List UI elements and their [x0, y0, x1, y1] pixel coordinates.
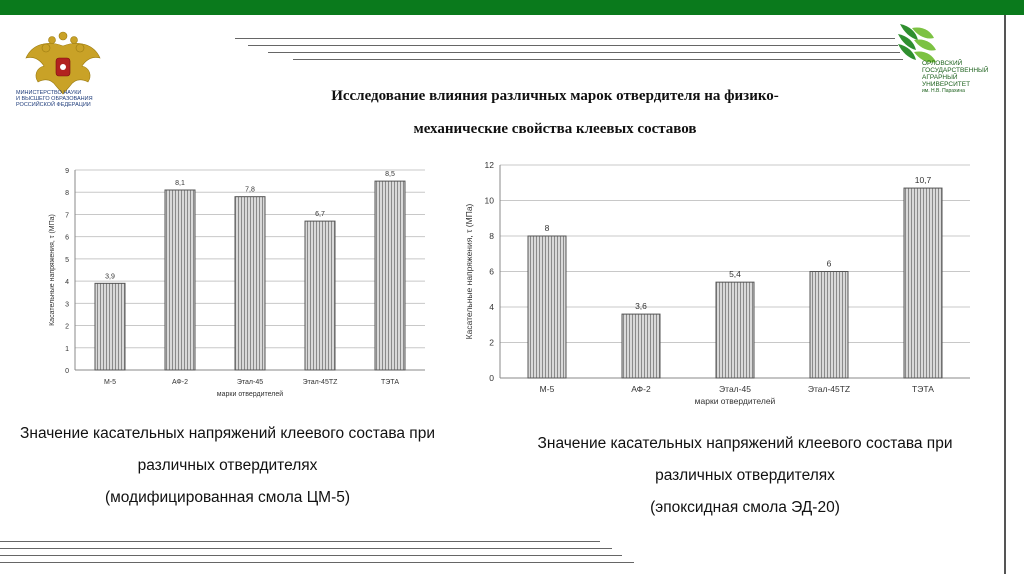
y-tick-label: 1 [65, 345, 69, 353]
caption-line: различных отвердителях [137, 457, 318, 474]
header-rule [248, 45, 898, 46]
y-tick-label: 4 [489, 302, 494, 312]
footer-rule [0, 548, 612, 549]
bar [716, 282, 754, 378]
y-tick-label: 9 [65, 168, 69, 175]
header-rule [293, 59, 903, 60]
x-tick-label: АФ-2 [631, 384, 651, 394]
y-tick-label: 2 [65, 323, 69, 331]
x-tick-label: Этал-45 [236, 379, 264, 386]
top-accent-bar [0, 0, 1024, 15]
bar-value-label: 6,7 [315, 211, 325, 219]
caption-line: (эпоксидная смола ЭД-20) [650, 499, 840, 516]
y-axis-title: Касательные напряжения, τ (МПа) [49, 214, 56, 326]
x-tick-label: М-5 [539, 384, 555, 394]
bar [528, 236, 566, 378]
y-tick-label: 0 [65, 368, 69, 375]
slide-title-line: механические свойства клеевых составов [413, 121, 697, 137]
x-tick-label: Этал-45 [719, 384, 751, 394]
ministry-line: РОССИЙСКОЙ ФЕДЕРАЦИИ [16, 102, 91, 108]
caption-line: Значение касательных напряжений клеевого состава при [537, 435, 953, 452]
ministry-line: МИНИСТЕРСТВО НАУКИ [16, 90, 82, 96]
x-tick-label: М-5 [103, 379, 117, 386]
bar-value-label: 7,8 [245, 186, 255, 194]
y-tick-label: 2 [489, 337, 494, 348]
x-tick-label: Этал-45TZ [302, 379, 338, 386]
bar-value-label: 8 [544, 223, 550, 233]
caption-line: Значение касательных напряжений клеевого состава при [20, 425, 435, 442]
bar-value-label: 10,7 [914, 175, 932, 186]
footer-rule [0, 541, 600, 542]
bar [235, 197, 265, 370]
y-tick-label: 12 [484, 160, 494, 170]
caption-left [5, 418, 450, 514]
bar-chart-ed20 [455, 155, 985, 415]
x-axis-title: марки отвердителей [694, 396, 776, 406]
bar-value-label: 6 [826, 258, 832, 269]
x-tick-label: ТЭТА [380, 379, 400, 386]
university-subtitle: им. Н.В. Парахина [922, 88, 965, 94]
bar [305, 221, 335, 370]
university-line: АГРАРНЫЙ [922, 74, 958, 81]
bar [810, 272, 848, 379]
y-tick-label: 8 [65, 190, 69, 198]
bar [95, 283, 125, 370]
bar-value-label: 8,1 [175, 180, 185, 187]
caption-line: различных отвердителях [655, 467, 835, 484]
caption-line: (модифицированная смола ЦМ-5) [104, 489, 351, 506]
university-line: ОРЛОВСКИЙ [922, 60, 963, 67]
y-tick-label: 8 [489, 231, 494, 241]
y-tick-label: 6 [65, 234, 69, 242]
ministry-label [16, 90, 116, 108]
slide-title-line: Исследование влияния различных марок отвердителя на физико- [331, 88, 779, 104]
slide-title [200, 80, 910, 146]
y-axis-title: Касательные напряжения, τ (МПа) [464, 203, 474, 340]
bar-value-label: 8,5 [385, 171, 395, 179]
footer-rule [0, 555, 622, 556]
x-tick-label: АФ-2 [172, 379, 188, 386]
x-tick-label: Этал-45TZ [807, 384, 851, 394]
bar [165, 190, 195, 370]
y-tick-label: 10 [484, 195, 494, 206]
x-axis-title: марки отвердителей [216, 391, 284, 398]
bar [375, 181, 405, 370]
ministry-line: И ВЫСШЕГО ОБРАЗОВАНИЯ [16, 96, 93, 102]
y-tick-label: 5 [65, 256, 69, 264]
y-tick-label: 0 [489, 373, 494, 383]
bar [622, 314, 660, 378]
bar-chart-cm5 [40, 158, 430, 408]
y-tick-label: 7 [65, 212, 69, 220]
right-border-line [1004, 15, 1006, 574]
header-rule [268, 52, 900, 53]
y-tick-label: 4 [65, 279, 69, 287]
x-tick-label: ТЭТА [912, 384, 934, 394]
footer-rule [0, 562, 634, 563]
bar-value-label: 5,4 [729, 269, 741, 280]
university-line: ГОСУДАРСТВЕННЫЙ [922, 67, 989, 74]
bar [904, 188, 942, 378]
caption-right [520, 428, 970, 524]
y-tick-label: 3 [65, 301, 69, 309]
y-tick-label: 6 [489, 266, 494, 277]
university-line: УНИВЕРСИТЕТ [922, 81, 971, 88]
university-label [922, 60, 988, 95]
header-rule [235, 38, 895, 39]
bar-value-label: 3,9 [105, 273, 115, 281]
bar-value-label: 3,6 [635, 301, 647, 312]
